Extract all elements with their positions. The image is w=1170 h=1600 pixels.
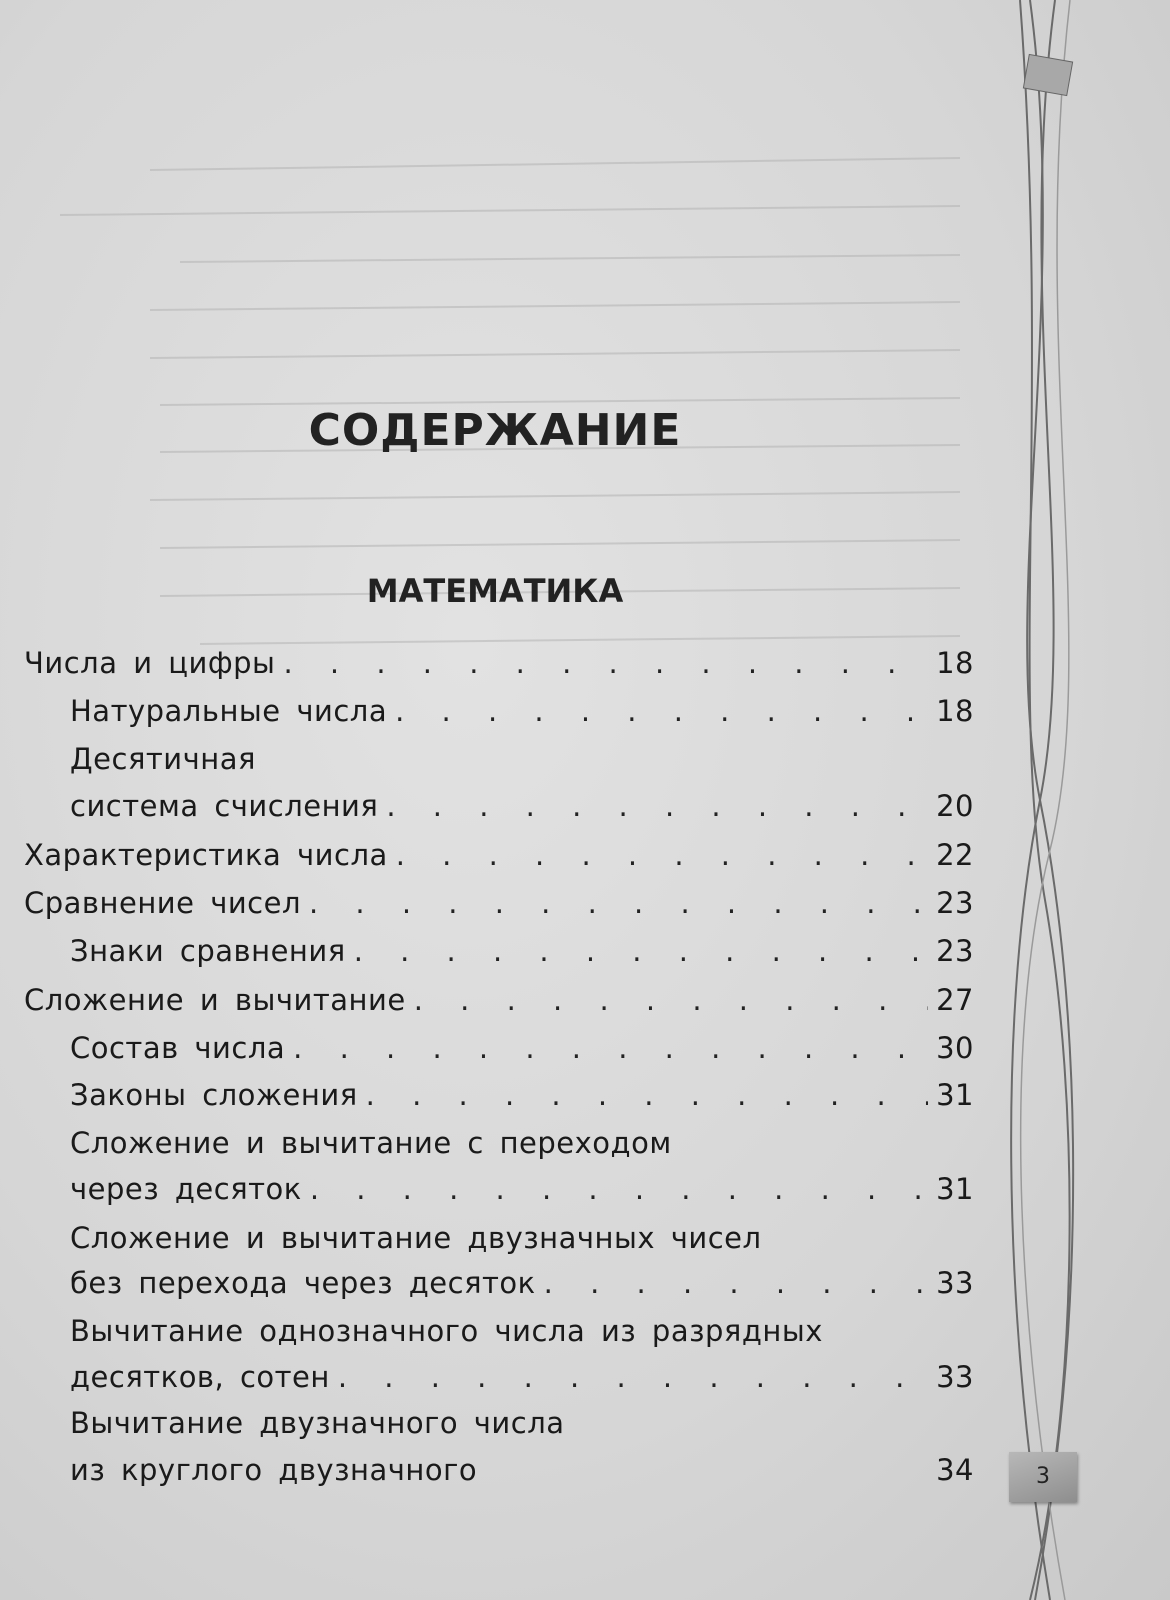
toc-entry-title: Сложение и вычитание с переходом (70, 1126, 672, 1160)
toc-leader-dots (414, 983, 928, 1017)
toc-entry-title: система счисления (70, 789, 379, 823)
toc-leader-dots (283, 646, 928, 680)
toc-leader-dots (396, 838, 928, 872)
page-number: 3 (1009, 1452, 1077, 1502)
toc-entry[interactable] (70, 1221, 974, 1261)
toc-entry[interactable] (70, 1078, 974, 1118)
toc-entry-title: Законы сложения (70, 1078, 358, 1112)
toc-leader-dots (544, 1266, 928, 1300)
toc-entry[interactable] (70, 742, 974, 782)
toc-entry-title: Сравнение чисел (24, 886, 301, 920)
toc-entry-title: Сложение и вычитание двузначных чисел (70, 1221, 762, 1255)
toc-entry-page: 20 (936, 789, 974, 823)
toc-entry[interactable] (24, 983, 974, 1023)
toc-entry-page: 34 (936, 1453, 974, 1487)
toc-entry[interactable] (70, 1360, 974, 1400)
toc-entry-page: 23 (936, 934, 974, 968)
toc-entry[interactable] (70, 1314, 974, 1354)
toc-leader-dots (310, 1172, 928, 1206)
page-title: СОДЕРЖАНИЕ (308, 405, 682, 456)
toc-entry-page: 18 (936, 694, 974, 728)
toc-entry-title: из круглого двузначного (70, 1453, 478, 1487)
toc-entry-title: через десяток (70, 1172, 302, 1206)
toc-entry-page: 23 (936, 886, 974, 920)
toc-entry[interactable] (70, 934, 974, 974)
toc-entry-title: Сложение и вычитание (24, 983, 406, 1017)
toc-entry-title: без перехода через десяток (70, 1266, 536, 1300)
toc-entry-title: Натуральные числа (70, 694, 388, 728)
toc-entry[interactable] (70, 1031, 974, 1071)
toc-leader-dots (293, 1031, 928, 1065)
toc-entry-title: Вычитание однозначного числа из разрядных (70, 1314, 823, 1348)
toc-entry-title: Состав числа (70, 1031, 286, 1065)
toc-entry[interactable] (70, 789, 974, 829)
toc-entry-title: Числа и цифры (24, 646, 276, 680)
toc-entry-page: 27 (936, 983, 974, 1017)
toc-leader-dots (366, 1078, 928, 1112)
toc-entry[interactable] (24, 886, 974, 926)
toc-entry[interactable] (70, 1453, 974, 1493)
toc-entry-title: Вычитание двузначного числа (70, 1406, 565, 1440)
toc-entry[interactable] (70, 1126, 974, 1166)
toc-entry[interactable] (70, 1172, 974, 1212)
toc-entry-page: 33 (936, 1266, 974, 1300)
toc-entry[interactable] (70, 1406, 974, 1446)
toc-leader-dots (309, 886, 928, 920)
toc-leader-dots (354, 934, 928, 968)
toc-entry-title: Десятичная (70, 742, 256, 776)
toc-entry-page: 31 (936, 1078, 974, 1112)
section-heading: МАТЕМАТИКА (366, 572, 624, 610)
toc-leader-dots (338, 1360, 928, 1394)
decorative-wave-lines (1010, 0, 1170, 1600)
toc-leader-dots (395, 694, 928, 728)
toc-entry[interactable] (70, 694, 974, 734)
toc-entry-title: Характеристика числа (24, 838, 388, 872)
toc-entry[interactable] (24, 646, 974, 686)
toc-entry[interactable] (70, 1266, 974, 1306)
toc-entry-page: 30 (936, 1031, 974, 1065)
toc-entry-page: 18 (936, 646, 974, 680)
toc-entry-page: 33 (936, 1360, 974, 1394)
toc-entry-title: Знаки сравнения (70, 934, 346, 968)
toc-entry-page: 22 (936, 838, 974, 872)
toc-entry-page: 31 (936, 1172, 974, 1206)
toc-entry[interactable] (24, 838, 974, 878)
toc-leader-dots (386, 789, 928, 823)
toc-entry-title: десятков, сотен (70, 1360, 330, 1394)
